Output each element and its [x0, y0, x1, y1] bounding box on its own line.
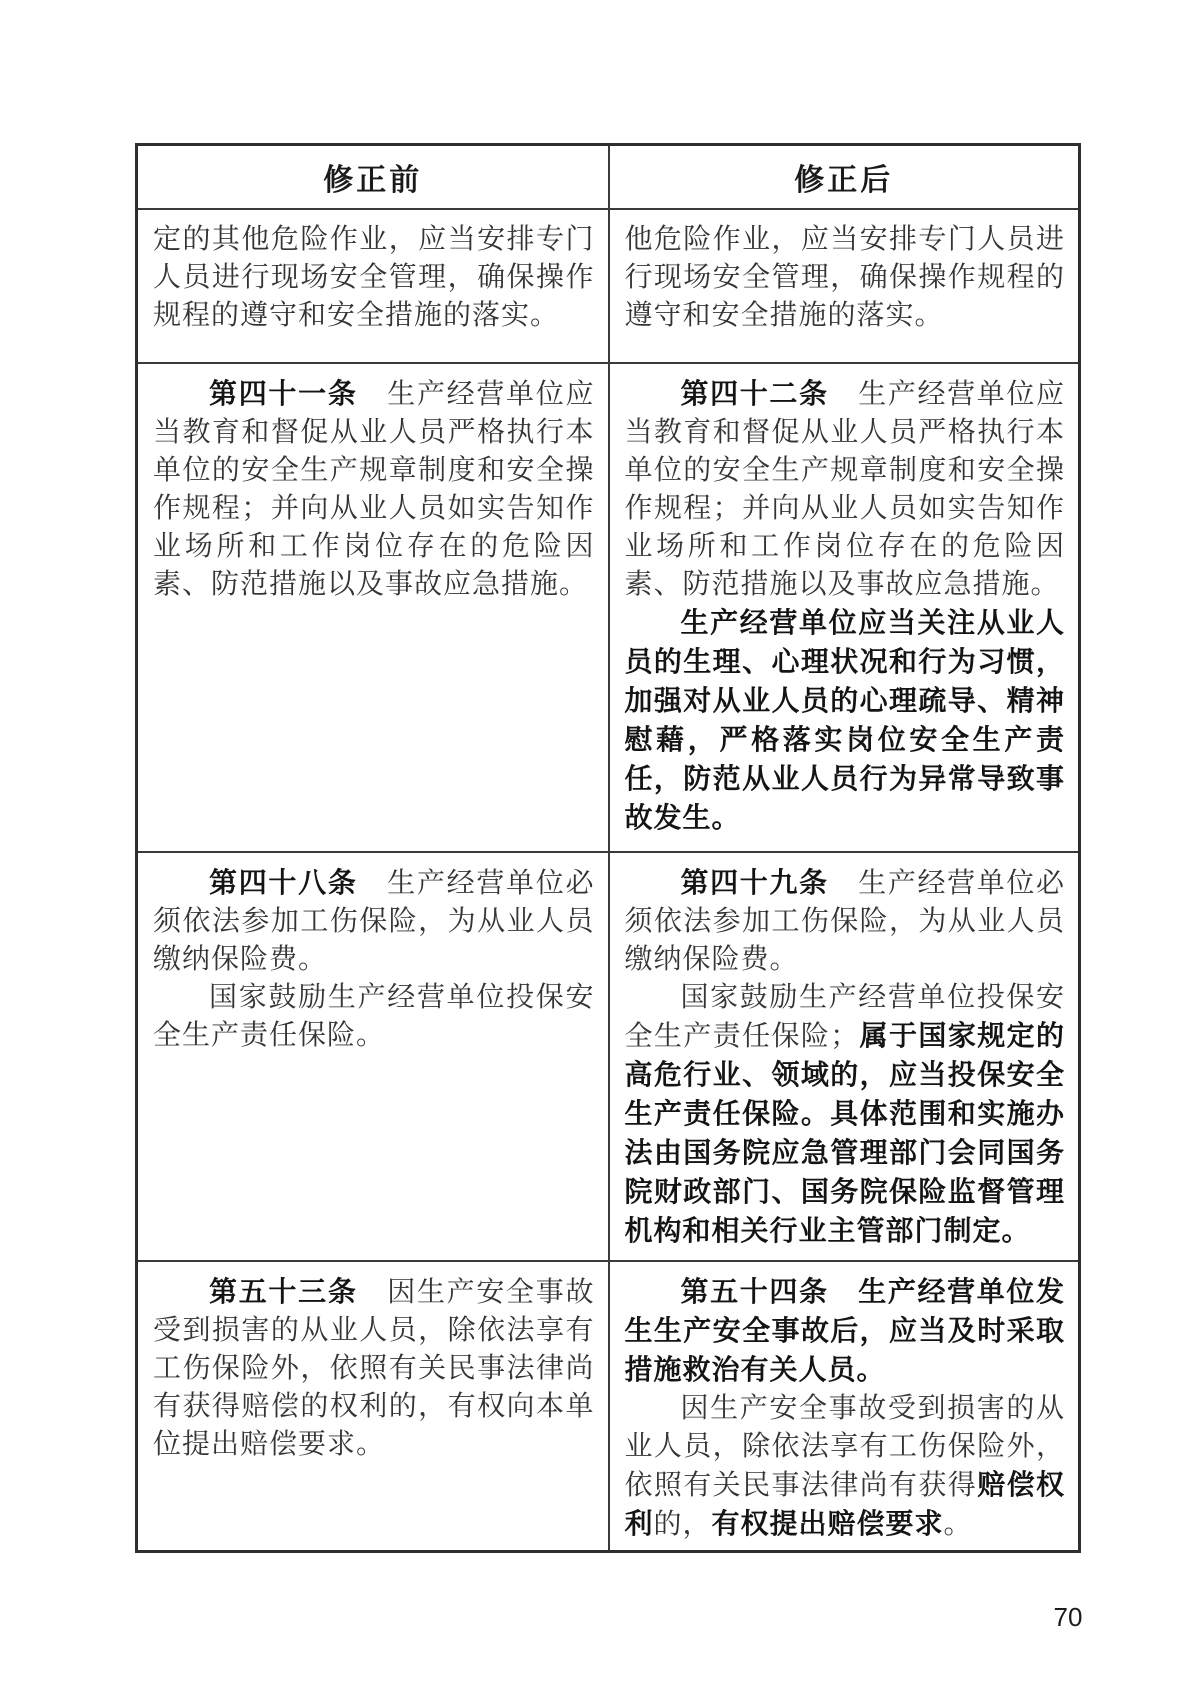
cell-after-row2 — [609, 363, 1080, 852]
amended-text: 第四十二条 — [680, 377, 829, 409]
body-text: 国家鼓励生产经营单位投保安全生产责任保险； — [624, 981, 1065, 1052]
comparison-table — [135, 143, 1081, 1553]
paragraph — [153, 864, 595, 979]
paragraph — [625, 604, 1066, 838]
amended-text: 第五十三条 — [209, 1275, 358, 1307]
paragraph — [625, 1273, 1066, 1390]
body-text: 定的其他危险作业，应当安排专门人员进行现场安全管理，确保操作规程的遵守和安全措施的落实。 — [153, 223, 595, 331]
body-text: 生产经营单位应当教育和督促从业人员严格执行本单位的安全生产规章制度和安全操作规程；并向从业人员如实告知作业场所和工作岗位存在的危险因素、防范措施以及事故应急措施。 — [153, 378, 595, 600]
body-text: 因生产安全事故受到损害的从业人员，除依法享有工伤保险外，依照有关民事法律尚有获得 — [624, 1392, 1065, 1501]
amended-text: 属于国家规定的高危行业、领域的，应当投保安全生产责任保险。具体范围和实施办法由国务院应急管理部门会同国务院财政部门、国务院保险监督管理机构和相关行业主管部门制定。 — [624, 1019, 1065, 1246]
cell-before-row1 — [137, 209, 609, 363]
amended-text: 生产经营单位应当关注从业人员的生理、心理状况和行为习惯，加强对从业人员的心理疏导、精神慰藉，严格落实岗位安全生产责任，防范从业人员行为异常导致事故发生。 — [624, 606, 1065, 833]
body-text: 。 — [943, 1508, 973, 1540]
paragraph — [153, 1273, 595, 1464]
amended-text: 第四十八条 — [209, 866, 358, 898]
column-header-after: 修正后 — [609, 145, 1080, 209]
amended-text: 有权提出赔偿要求 — [711, 1507, 944, 1539]
amended-text: 赔偿权利 — [624, 1468, 1065, 1539]
table-row — [137, 209, 1080, 363]
cell-before-row3 — [137, 852, 609, 1261]
page-number: 70 — [1053, 1602, 1083, 1632]
body-text: 的， — [653, 1508, 712, 1540]
paragraph — [625, 979, 1066, 1251]
body-text: 他危险作业，应当安排专门人员进行现场安全管理，确保操作规程的遵守和安全措施的落实。 — [624, 223, 1065, 331]
paragraph — [153, 375, 595, 604]
cell-before-row2 — [137, 363, 609, 852]
paragraph — [153, 979, 595, 1055]
paragraph — [625, 221, 1066, 335]
amended-text: 第四十一条 — [209, 377, 358, 409]
amended-text: 第四十九条 — [680, 866, 829, 898]
paragraph — [625, 375, 1066, 604]
cell-after-row1 — [609, 209, 1080, 363]
paragraph — [153, 221, 595, 335]
table-row — [137, 363, 1080, 852]
cell-before-row4 — [137, 1261, 609, 1552]
header-row — [137, 145, 1080, 209]
table-row — [137, 1261, 1080, 1552]
cell-after-row3 — [609, 852, 1080, 1261]
body-text: 国家鼓励生产经营单位投保安全生产责任保险。 — [153, 981, 595, 1051]
body-text: 生产经营单位必须依法参加工伤保险，为从业人员缴纳保险费。 — [153, 867, 595, 975]
paragraph — [625, 1390, 1066, 1544]
table-row — [137, 852, 1080, 1261]
amended-text: 第五十四条 生产经营单位发生生产安全事故后，应当及时采取措施救治有关人员。 — [624, 1275, 1065, 1385]
column-header-before: 修正前 — [137, 145, 609, 209]
body-text: 生产经营单位必须依法参加工伤保险，为从业人员缴纳保险费。 — [624, 867, 1065, 975]
body-text: 因生产安全事故受到损害的从业人员，除依法享有工伤保险外，依照有关民事法律尚有获得赔偿的权利的，有权向本单位提出赔偿要求。 — [153, 1276, 595, 1460]
cell-after-row4 — [609, 1261, 1080, 1552]
paragraph — [625, 864, 1066, 979]
body-text: 生产经营单位应当教育和督促从业人员严格执行本单位的安全生产规章制度和安全操作规程；并向从业人员如实告知作业场所和工作岗位存在的危险因素、防范措施以及事故应急措施。 — [624, 378, 1065, 600]
